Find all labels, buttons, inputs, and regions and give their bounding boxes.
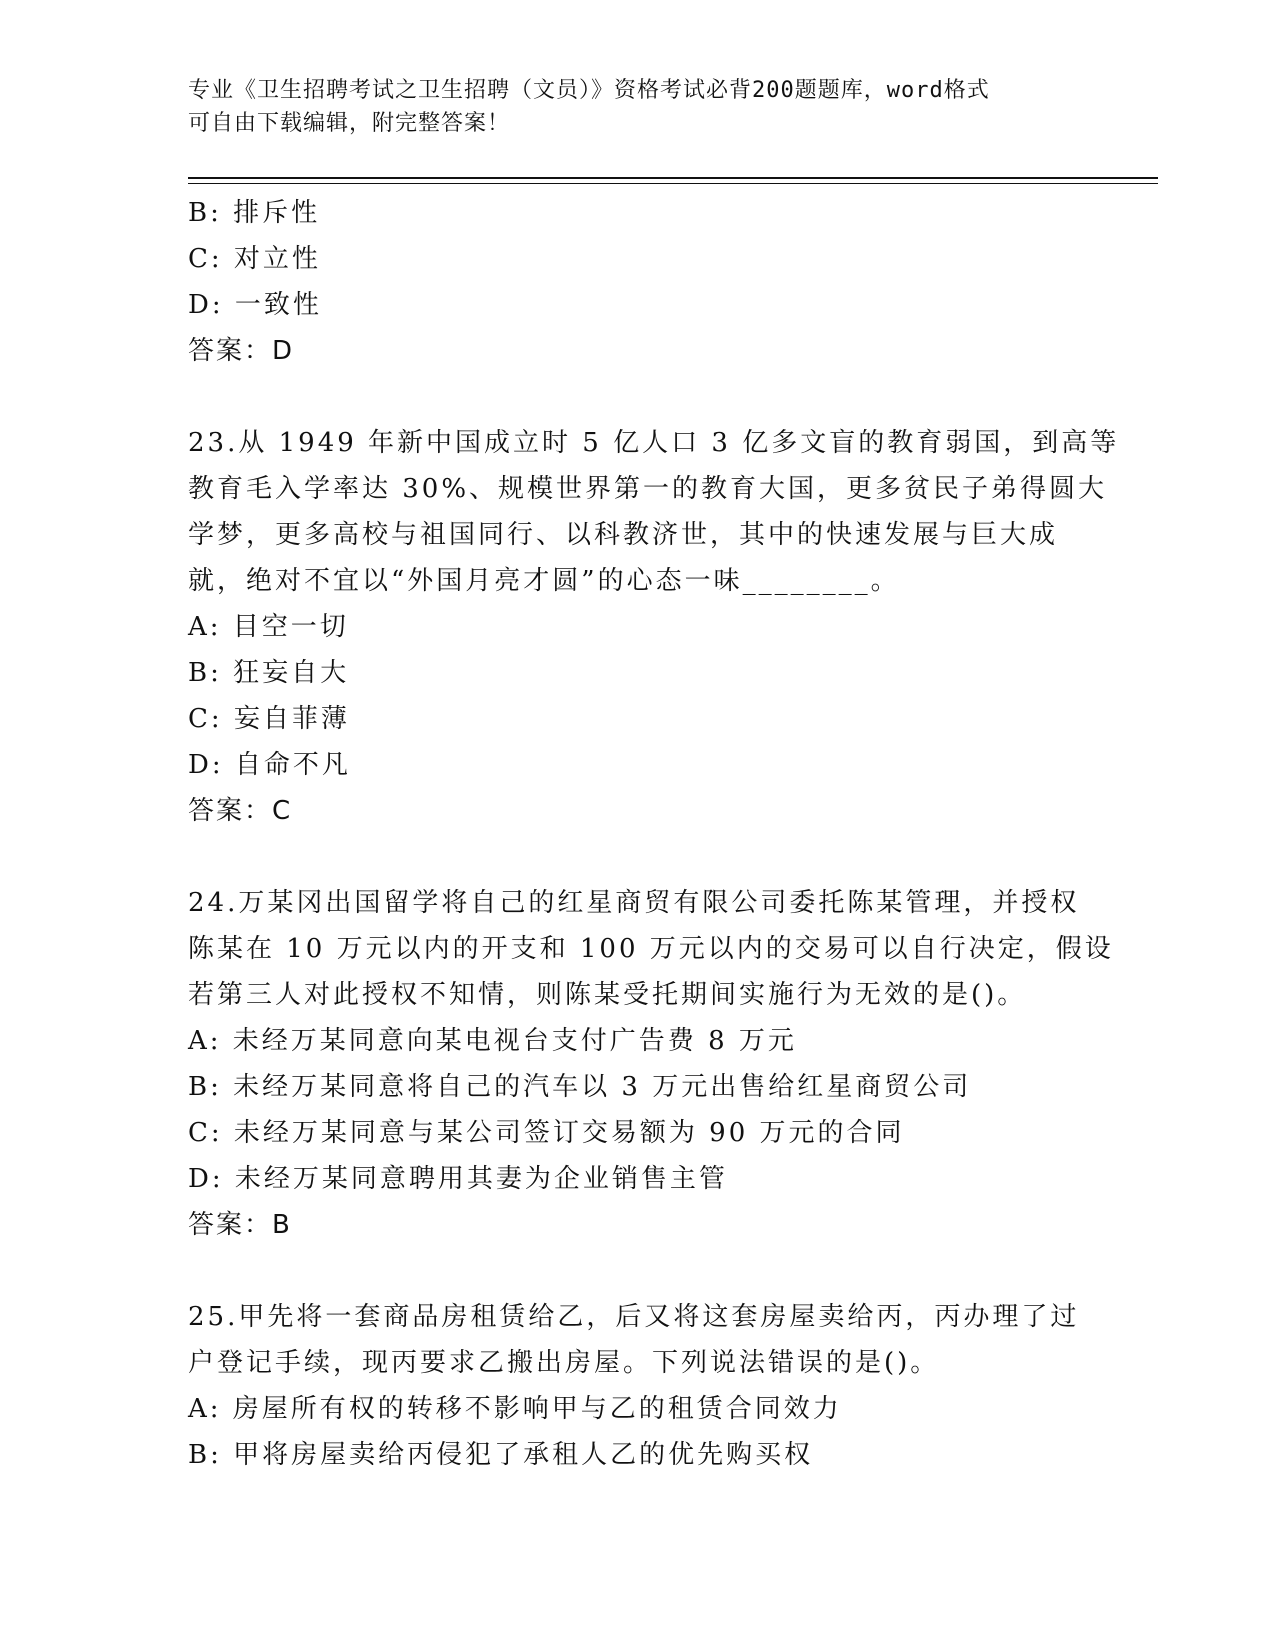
- option-d: D: 自命不凡: [188, 750, 351, 780]
- option-b: B: 排斥性: [188, 198, 321, 228]
- header-divider-thick: [188, 177, 1158, 179]
- header-divider-thin: [188, 183, 1158, 184]
- header-line-1: 专业《卫生招聘考试之卫生招聘（文员）》资格考试必背200题题库，word格式: [188, 78, 990, 103]
- question-text-line: 教育毛入学率达 30%、规模世界第一的教育大国，更多贫民子弟得圆大: [188, 474, 1108, 504]
- question-text-line: 24.万某冈出国留学将自己的红星商贸有限公司委托陈某管理，并授权: [188, 888, 1080, 918]
- option-c: C: 对立性: [188, 244, 321, 274]
- question-text-line: 23.从 1949 年新中国成立时 5 亿人口 3 亿多文盲的教育弱国，到高等: [188, 428, 1120, 458]
- document-header: [188, 74, 1088, 140]
- option-b: B: 甲将房屋卖给丙侵犯了承租人乙的优先购买权: [188, 1440, 814, 1470]
- question-23: [188, 420, 1120, 834]
- option-b: B: 狂妄自大: [188, 658, 350, 688]
- question-25: [188, 1294, 1088, 1478]
- header-line-2: 可自由下载编辑，附完整答案！: [188, 111, 511, 136]
- question-list: [188, 190, 1120, 1478]
- answer: 答案：B: [188, 1210, 292, 1240]
- question-text-line: 就，绝对不宜以“外国月亮才圆”的心态一味________。: [188, 566, 900, 596]
- question-text-line: 陈某在 10 万元以内的开支和 100 万元以内的交易可以自行决定，假设: [188, 934, 1114, 964]
- question-text-line: 25.甲先将一套商品房租赁给乙，后又将这套房屋卖给丙，丙办理了过: [188, 1302, 1080, 1332]
- option-c: C: 妄自菲薄: [188, 704, 350, 734]
- option-c: C: 未经万某同意与某公司签订交易额为 90 万元的合同: [188, 1118, 905, 1148]
- answer: 答案：C: [188, 796, 293, 826]
- question-24: [188, 880, 1114, 1248]
- question-text-line: 户登记手续，现丙要求乙搬出房屋。下列说法错误的是()。: [188, 1348, 940, 1378]
- option-a: A: 目空一切: [188, 612, 349, 642]
- question-22: [188, 190, 1088, 374]
- question-text-line: 若第三人对此授权不知情，则陈某受托期间实施行为无效的是()。: [188, 980, 1027, 1010]
- option-a: A: 未经万某同意向某电视台支付广告费 8 万元: [188, 1026, 797, 1056]
- option-d: D: 一致性: [188, 290, 322, 320]
- answer: 答案：D: [188, 336, 295, 366]
- question-text-line: 学梦，更多高校与祖国同行、以科教济世，其中的快速发展与巨大成: [188, 520, 1059, 550]
- option-b: B: 未经万某同意将自己的汽车以 3 万元出售给红星商贸公司: [188, 1072, 972, 1102]
- option-d: D: 未经万某同意聘用其妻为企业销售主管: [188, 1164, 728, 1194]
- option-a: A: 房屋所有权的转移不影响甲与乙的租赁合同效力: [188, 1394, 842, 1424]
